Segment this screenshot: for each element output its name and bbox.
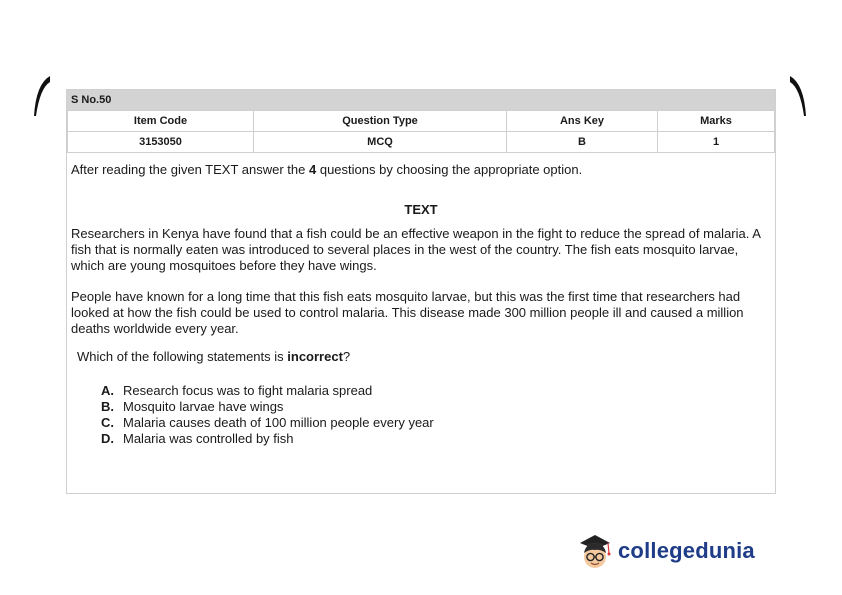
passage-paragraph-1: Researchers in Kenya have found that a fish could be an effective weapon in the fight to reduce the spread of malaria. A fish that is normally eaten was introduced to several places in the west of the country. The fish eats mosquito larvae, which are young mosquitoes before they have wings. <box>71 226 761 273</box>
meta-col-item-code: Item Code <box>68 111 254 132</box>
instruction <box>71 162 771 178</box>
serial-number: S No.50 <box>71 94 112 106</box>
instruction-text: After reading the given TEXT answer the <box>71 162 309 177</box>
option-c <box>101 415 771 431</box>
meta-col-ans-key: Ans Key <box>507 111 658 132</box>
meta-header-row <box>68 111 775 132</box>
question-card <box>66 89 776 494</box>
meta-item-code: 3153050 <box>68 132 254 153</box>
option-a <box>101 383 771 399</box>
question-meta-table <box>67 110 775 153</box>
meta-value-row <box>68 132 775 153</box>
option-text: Research focus was to fight malaria spread <box>123 383 373 398</box>
corner-mark-left <box>34 76 50 116</box>
option-letter: D. <box>101 431 114 446</box>
meta-ans-key: B <box>507 132 658 153</box>
meta-marks: 1 <box>658 132 775 153</box>
brand-name: collegedunia <box>618 538 755 563</box>
text-heading: TEXT <box>404 202 438 217</box>
collegedunia-logo <box>578 531 755 571</box>
meta-col-marks: Marks <box>658 111 775 132</box>
serial-number-bar <box>67 90 775 110</box>
question-mark: ? <box>342 349 351 364</box>
option-b <box>101 399 771 415</box>
option-letter: A. <box>101 383 114 398</box>
passage-paragraph-2: People have known for a long time that this fish eats mosquito larvae, but this was the first time that researchers had looked at how the fish could be used to control malaria. This disease made 300 million people ill and caused a million deaths worldwide every year. <box>71 289 744 336</box>
option-text: Malaria causes death of 100 million people every year <box>123 415 434 430</box>
question-text: Which of the following statements is <box>77 349 288 364</box>
option-text: Malaria was controlled by fish <box>123 431 294 446</box>
instruction-count: 4 <box>309 162 317 177</box>
question-body <box>67 162 775 447</box>
question-stem <box>71 349 771 365</box>
option-letter: B. <box>101 399 114 414</box>
option-letter: C. <box>101 415 114 430</box>
option-text: Mosquito larvae have wings <box>123 399 284 414</box>
option-d <box>101 431 771 447</box>
mascot-icon <box>578 531 612 571</box>
options-list <box>71 383 771 447</box>
question-emphasis: incorrect <box>287 349 343 364</box>
meta-col-question-type: Question Type <box>254 111 507 132</box>
instruction-text-end: questions by choosing the appropriate option. <box>316 162 583 177</box>
corner-mark-right <box>790 76 806 116</box>
meta-question-type: MCQ <box>254 132 507 153</box>
